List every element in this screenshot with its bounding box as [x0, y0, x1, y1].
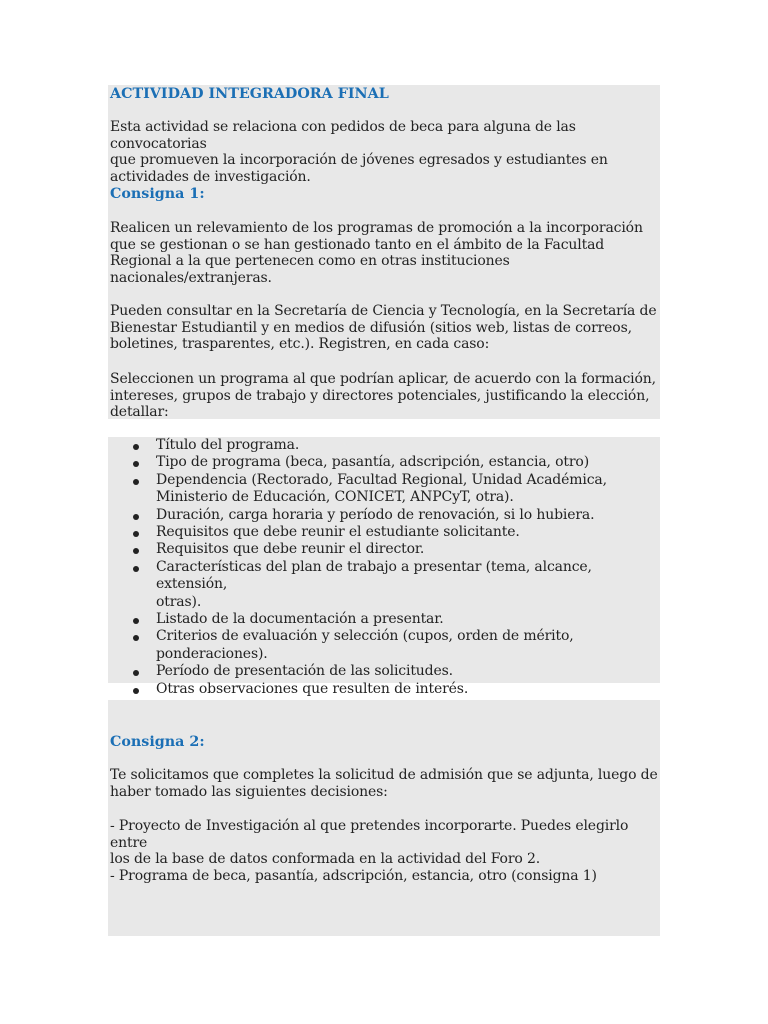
- list-item: Título del programa.: [108, 437, 660, 454]
- list-item: Criterios de evaluación y selección (cupos, orden de mérito, ponderaciones).: [108, 628, 660, 663]
- list-item: Requisitos que debe reunir el director.: [108, 541, 660, 558]
- bullet-icon: [133, 688, 139, 694]
- bullet-icon: [133, 479, 139, 485]
- consigna-1-paragraph-select: Seleccionen un programa al que podrían aplicar, de acuerdo con la formación, intereses, grupos de trabajo y directores potenciales, justificando la elección, detallar:: [110, 371, 656, 421]
- checklist: [108, 437, 660, 698]
- consigna-2-block: [108, 700, 660, 936]
- consigna-2-paragraph-project: - Proyecto de Investigación al que pretendes incorporarte. Puedes elegirlo entre los de la base de datos conformada en la actividad del Foro 2.: [110, 818, 629, 868]
- consigna-1-paragraph-survey: Realicen un relevamiento de los programas de promoción a la incorporación que se gestionan o se han gestionado tanto en el ámbito de la Facultad Regional a la que pertenecen como en otras instituciones nacionales/extranjeras.: [110, 220, 643, 286]
- bullet-icon: [133, 514, 139, 520]
- bullet-icon: [133, 548, 139, 554]
- document-title: ACTIVIDAD INTEGRADORA FINAL: [110, 86, 389, 102]
- list-item: Tipo de programa (beca, pasantía, adscripción, estancia, otro): [108, 454, 660, 471]
- list-item: Dependencia (Rectorado, Facultad Regional, Unidad Académica, Ministerio de Educación, CONICET, ANPCyT, otra).: [108, 472, 660, 507]
- consigna-2-paragraph-request: Te solicitamos que completes la solicitud de admisión que se adjunta, luego de haber tomado las siguientes decisiones:: [110, 767, 658, 800]
- consigna-1-paragraph-sources: Pueden consultar en la Secretaría de Ciencia y Tecnología, en la Secretaría de Bienestar Estudiantil y en medios de difusión (sitios web, listas de correos, boletines, trasparentes, etc.). Registren, en cada caso:: [110, 303, 657, 353]
- list-item: Características del plan de trabajo a presentar (tema, alcance, extensión, otras).: [108, 559, 660, 611]
- bullet-icon: [133, 670, 139, 676]
- list-item: Requisitos que debe reunir el estudiante solicitante.: [108, 524, 660, 541]
- list-item: Otras observaciones que resulten de interés.: [108, 681, 660, 698]
- consigna-1-heading: Consigna 1:: [110, 186, 205, 202]
- intro-paragraph: Esta actividad se relaciona con pedidos de beca para alguna de las convocatorias que promueven la incorporación de jóvenes egresados y estudiantes en actividades de investigación.: [110, 119, 608, 185]
- list-item: Duración, carga horaria y período de renovación, si lo hubiera.: [108, 507, 660, 524]
- bullet-icon: [133, 618, 139, 624]
- list-item: Período de presentación de las solicitudes.: [108, 663, 660, 680]
- bullet-icon: [133, 531, 139, 537]
- bullet-icon: [133, 444, 139, 450]
- consigna-2-heading: Consigna 2:: [110, 734, 205, 750]
- checklist-block: [108, 437, 660, 697]
- instructions-block: [108, 85, 660, 419]
- bullet-icon: [133, 461, 139, 467]
- bullet-icon: [133, 635, 139, 641]
- list-item: Listado de la documentación a presentar.: [108, 611, 660, 628]
- consigna-2-paragraph-program: - Programa de beca, pasantía, adscripción, estancia, otro (consigna 1): [110, 868, 597, 884]
- bullet-icon: [133, 566, 139, 572]
